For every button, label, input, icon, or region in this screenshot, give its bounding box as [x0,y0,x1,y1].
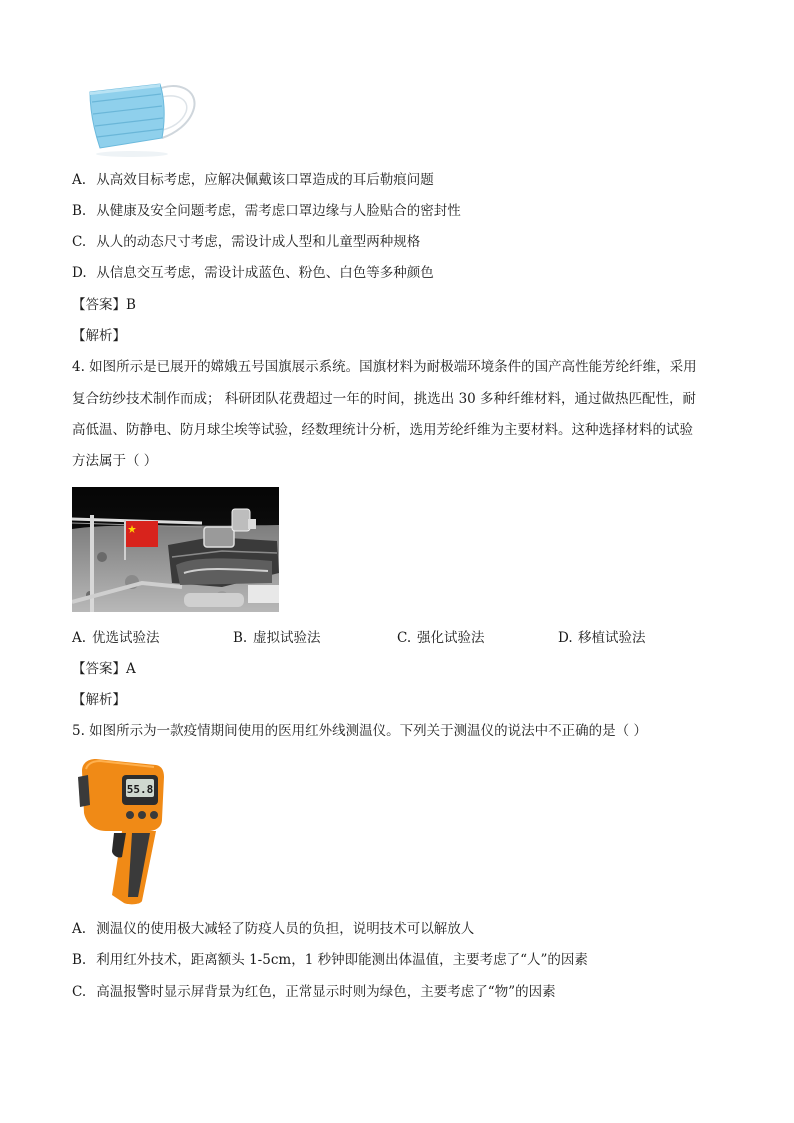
option-label: B. [72,203,87,219]
option-label: D. [558,630,573,646]
q4-option-a [72,629,160,647]
option-text: 从健康及安全问题考虑，需考虑口罩边缘与人脸贴合的密封性 [96,203,461,219]
q4-option-b [233,629,321,647]
q3-answer [72,296,136,314]
option-label: C. [72,984,87,1000]
option-label: C. [72,234,87,250]
q4-stem-line-4: 方法属于（ ） [72,453,158,469]
chang-e-5-flag-image [72,487,279,612]
q4-option-d [558,629,646,647]
q5-stem: 5. 如图所示为一款疫情期间使用的医用红外线测温仪。下列关于测温仪的说法中不正确的是（ ） [72,723,647,739]
q4-stem-line-1: 4. 如图所示是已展开的嫦娥五号国旗展示系统。国旗材料为耐极端环境条件的国产高性能芳纶纤维，采用 [72,359,697,375]
answer-value: A [126,661,136,677]
q5-option-c [72,983,556,1001]
option-label: D. [72,265,87,281]
q5-option-b [72,951,588,969]
surgical-mask-image [86,76,198,158]
option-text: 移植试验法 [578,630,646,646]
q5-option-a [72,920,474,938]
option-text: 优选试验法 [92,630,160,646]
analysis-tag: 【解析】 [72,692,126,708]
answer-value: B [126,297,136,313]
option-label: A. [72,172,87,188]
option-label: A. [72,630,87,646]
q3-analysis [72,327,126,345]
option-text: 从信息交互考虑，需设计成蓝色、粉色、白色等多种颜色 [96,265,434,281]
q3-option-b [72,202,461,220]
option-text: 强化试验法 [417,630,485,646]
q3-option-c [72,233,420,251]
q4-option-c [397,629,485,647]
option-text: 高温报警时显示屏背景为红色，正常显示时则为绿色，主要考虑了“物”的因素 [96,984,556,1000]
q4-answer [72,660,136,678]
option-label: B. [72,952,87,968]
option-text: 从高效目标考虑，应解决佩戴该口罩造成的耳后勒痕问题 [96,172,434,188]
option-label: C. [397,630,412,646]
q3-option-d [72,264,434,282]
option-text: 利用红外技术，距离额头 1-5cm，1 秒钟即能测出体温值，主要考虑了“人”的因素 [96,952,588,968]
q4-analysis [72,691,126,709]
q3-option-a [72,171,434,189]
analysis-tag: 【解析】 [72,328,126,344]
option-text: 从人的动态尺寸考虑，需设计成人型和儿童型两种规格 [96,234,421,250]
q4-stem-line-3: 高低温、防静电、防月球尘埃等试验，经数理统计分析，选用芳纶纤维为主要材料。这种选择材料的试验 [72,422,693,438]
option-label: A. [72,921,87,937]
answer-tag: 【答案】 [72,297,126,313]
q4-stem-line-2: 复合纺纱技术制作而成； 科研团队花费超过一年的时间，挑选出 30 多种纤维材料，通过做热匹配性，耐 [72,391,697,407]
option-text: 虚拟试验法 [253,630,321,646]
option-label: B. [233,630,248,646]
thermometer-display-reading: 55.8 [126,783,154,796]
option-text: 测温仪的使用极大减轻了防疫人员的负担，说明技术可以解放人 [96,921,475,937]
infrared-thermometer-image [76,757,164,905]
answer-tag: 【答案】 [72,661,126,677]
